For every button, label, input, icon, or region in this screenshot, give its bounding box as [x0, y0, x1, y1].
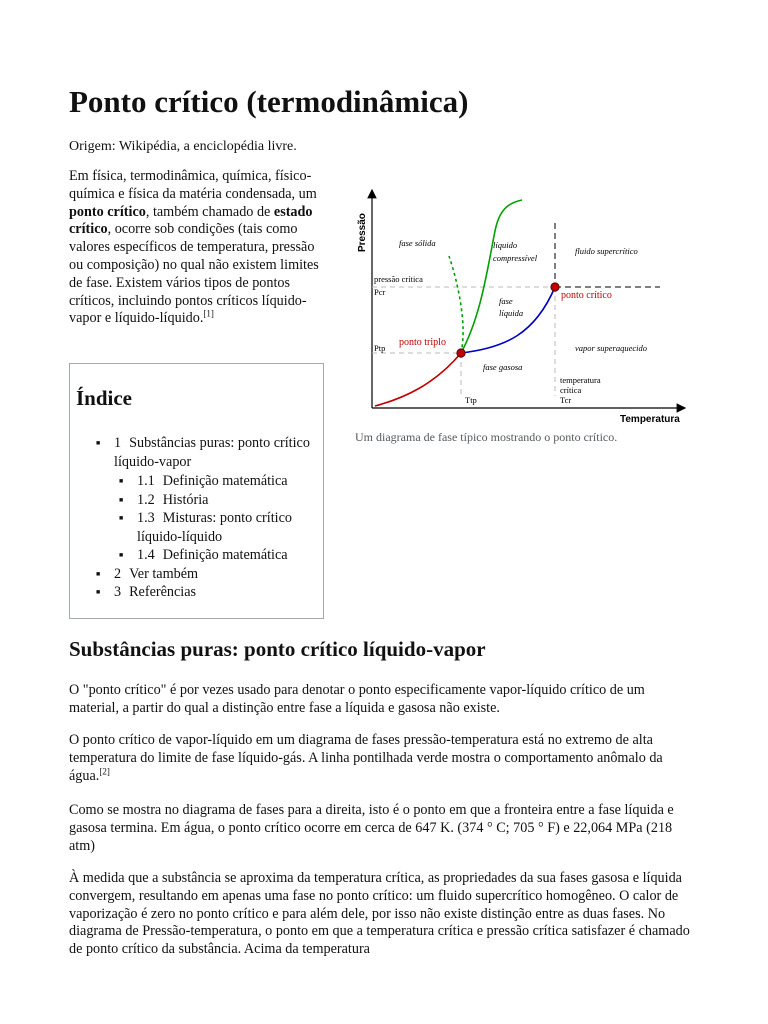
reference-link-1[interactable]: [1] [203, 308, 214, 319]
critical-point-marker [551, 283, 559, 291]
x-axis-label: Temperatura [620, 414, 680, 425]
term-estado-critico: estado crítico [69, 203, 313, 238]
paragraph-3: Como se mostra no diagrama de fases para a direita, isto é o ponto em que a fronteira entre a fase líquida e gasosa termina. Em água, o ponto crítico ocorre em cerca de 647 K. (374 ° C; 705 ° F) e 22,064 MPa (218 atm) [69, 802, 674, 854]
label-temperatura-critica-1: temperatura [560, 375, 601, 385]
sublimation-curve [375, 353, 461, 406]
phase-diagram[interactable] [355, 186, 689, 426]
water-anomalous-curve [449, 256, 463, 353]
toc-item-1[interactable]: ■ 1 Substâncias puras: ponto crítico líquido-vapor ■ 1.1 Definição matemática ■ 1.2 História ■ 1.3 Misturas: ponto crítico líquido-líquido ■ 1.4 Definição matemática [96, 434, 321, 565]
paragraph-1: O "ponto crítico" é por vezes usado para denotar o ponto especificamente vapor-líquido crítico de um material, a partir do qual a distinção entre fase a líquida e gasosa não existe. [69, 682, 645, 716]
figure-caption: Um diagrama de fase típico mostrando o ponto crítico. [355, 430, 618, 444]
term-ponto-critico: ponto crítico [69, 203, 146, 220]
toc-item-1-2[interactable]: ■ 1.2 História [119, 491, 321, 510]
reference-link-2[interactable]: [2] [99, 765, 110, 776]
label-fase-gasosa: fase gasosa [483, 362, 523, 372]
label-fluido-supercritico: fluido supercrítico [575, 246, 638, 256]
label-pcr: Pcr [374, 287, 386, 297]
label-ttp: Ttp [465, 395, 477, 405]
label-fase: fase [499, 296, 513, 306]
fusion-curve [461, 200, 522, 353]
paragraph-2: O ponto crítico de vapor-líquido em um diagrama de fases pressão-temperatura está no extremo de alta temperatura do limite de fase líquido-gás. A linha pontilhada verde mostra o comportamento anômalo da água.[2] [69, 732, 663, 784]
table-of-contents [69, 363, 324, 619]
page-title: Ponto crítico (termodinâmica) [69, 84, 469, 119]
toc-title: Índice [76, 386, 133, 410]
origin-note: Origem: Wikipédia, a enciclopédia livre. [69, 139, 297, 154]
label-ponto-triplo: ponto triplo [399, 337, 446, 348]
triple-point-marker [457, 349, 465, 357]
toc-item-1-3[interactable]: ■ 1.3 Misturas: ponto crítico líquido-líquido [119, 509, 321, 546]
y-axis-label: Pressão [357, 213, 368, 252]
toc-item-2[interactable]: ■ 2 Ver também [96, 565, 321, 584]
toc-item-1-4[interactable]: ■ 1.4 Definição matemática [119, 546, 321, 565]
label-ptp: Ptp [374, 343, 386, 353]
label-temperatura-critica-2: crítica [560, 385, 582, 395]
label-pressao-critica: pressão crítica [374, 274, 423, 284]
toc-item-3[interactable]: ■ 3 Referências [96, 583, 321, 602]
paragraph-4: À medida que a substância se aproxima da temperatura crítica, as propriedades da sua fases gasosa e líquida convergem, resultando em apenas uma fase no ponto crítico: um fluido supercrítico homogêneo. O calor de vaporização é zero no ponto crítico e para além dele, por isso não existe distinção entre as duas fases. No diagrama de Pressão-temperatura, o ponto em que a temperatura crítica e pressão crítica satisfazer é chamado de ponto crítico da substância. Acima da temperatura [69, 870, 690, 958]
label-liquido: líquido [493, 240, 518, 250]
intro-paragraph: Em física, termodinâmica, química, físico-química e física da matéria condensada, um ponto crítico, também chamado de estado crítico, ocorre sob condições (tais como valores específicos de temperatura, pressão ou composição) no qual não existem limites de fase. Existem vários tipos de pontos críticos, incluindo pontos críticos líquido-vapor e líquido-líquido.[1] [69, 168, 319, 327]
label-compressivel: compressível [493, 253, 538, 263]
label-tcr: Tcr [560, 395, 572, 405]
section-heading: Substâncias puras: ponto crítico líquido-vapor [69, 637, 486, 661]
label-fase-solida: fase sólida [399, 238, 436, 248]
label-vapor-superaquecido: vapor superaquecido [575, 343, 648, 353]
label-ponto-critico: ponto crítico [561, 290, 612, 301]
label-liquida: líquida [499, 308, 524, 318]
toc-item-1-1[interactable]: ■ 1.1 Definição matemática [119, 472, 321, 491]
